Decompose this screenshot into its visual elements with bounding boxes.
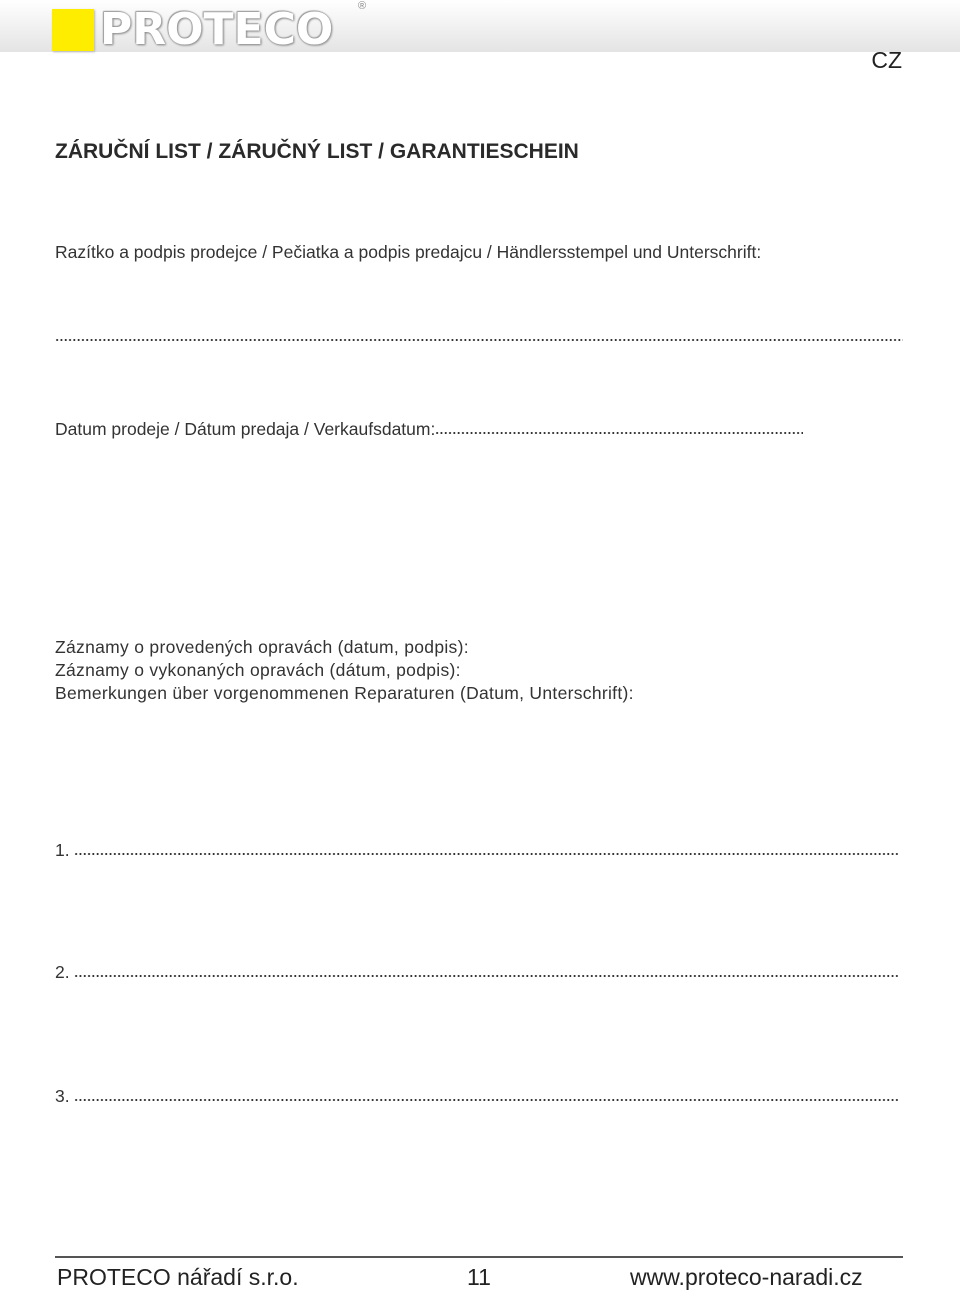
repair-entry-number: 3. [55,1086,70,1106]
repair-entry-line [74,960,898,978]
logo-yellow-square [52,9,94,51]
footer-website: www.proteco-naradi.cz [630,1264,863,1290]
repair-records-label-cz: Záznamy o provedených opravách (datum, podpis): [55,637,469,657]
repair-entry-3 [55,1084,898,1107]
repair-entry-2 [55,960,898,983]
sale-date-row [55,417,803,440]
page-title: ZÁRUČNÍ LIST / ZÁRUČNÝ LIST / GARANTIESCHEIN [55,140,579,163]
repair-records-label-de: Bemerkungen über vorgenommenen Reparaturen (Datum, Unterschrift): [55,683,634,703]
footer-company: PROTECO nářadí s.r.o. [57,1264,299,1290]
proteco-logo [52,4,334,55]
language-code: CZ [871,47,902,73]
repair-entry-line [74,1084,898,1102]
stamp-signature-line [55,336,903,342]
registered-mark: ® [358,0,367,12]
repair-records-label-sk: Záznamy o vykonaných opravách (dátum, podpis): [55,660,461,680]
repair-entry-number: 1. [55,840,70,860]
footer-divider [55,1256,903,1258]
repair-entry-1 [55,838,898,861]
sale-date-label: Datum prodeje / Dátum predaja / Verkaufsdatum: [55,419,436,439]
logo-brand-text: PROTECO [100,4,334,55]
stamp-signature-label: Razítko a podpis prodejce / Pečiatka a podpis predajcu / Händlersstempel und Unterschrift: [55,242,762,262]
sale-date-line [435,417,803,435]
repair-entry-number: 2. [55,962,70,982]
page-number: 11 [467,1264,491,1290]
repair-entry-line [74,838,898,856]
repair-records-heading [55,636,634,705]
